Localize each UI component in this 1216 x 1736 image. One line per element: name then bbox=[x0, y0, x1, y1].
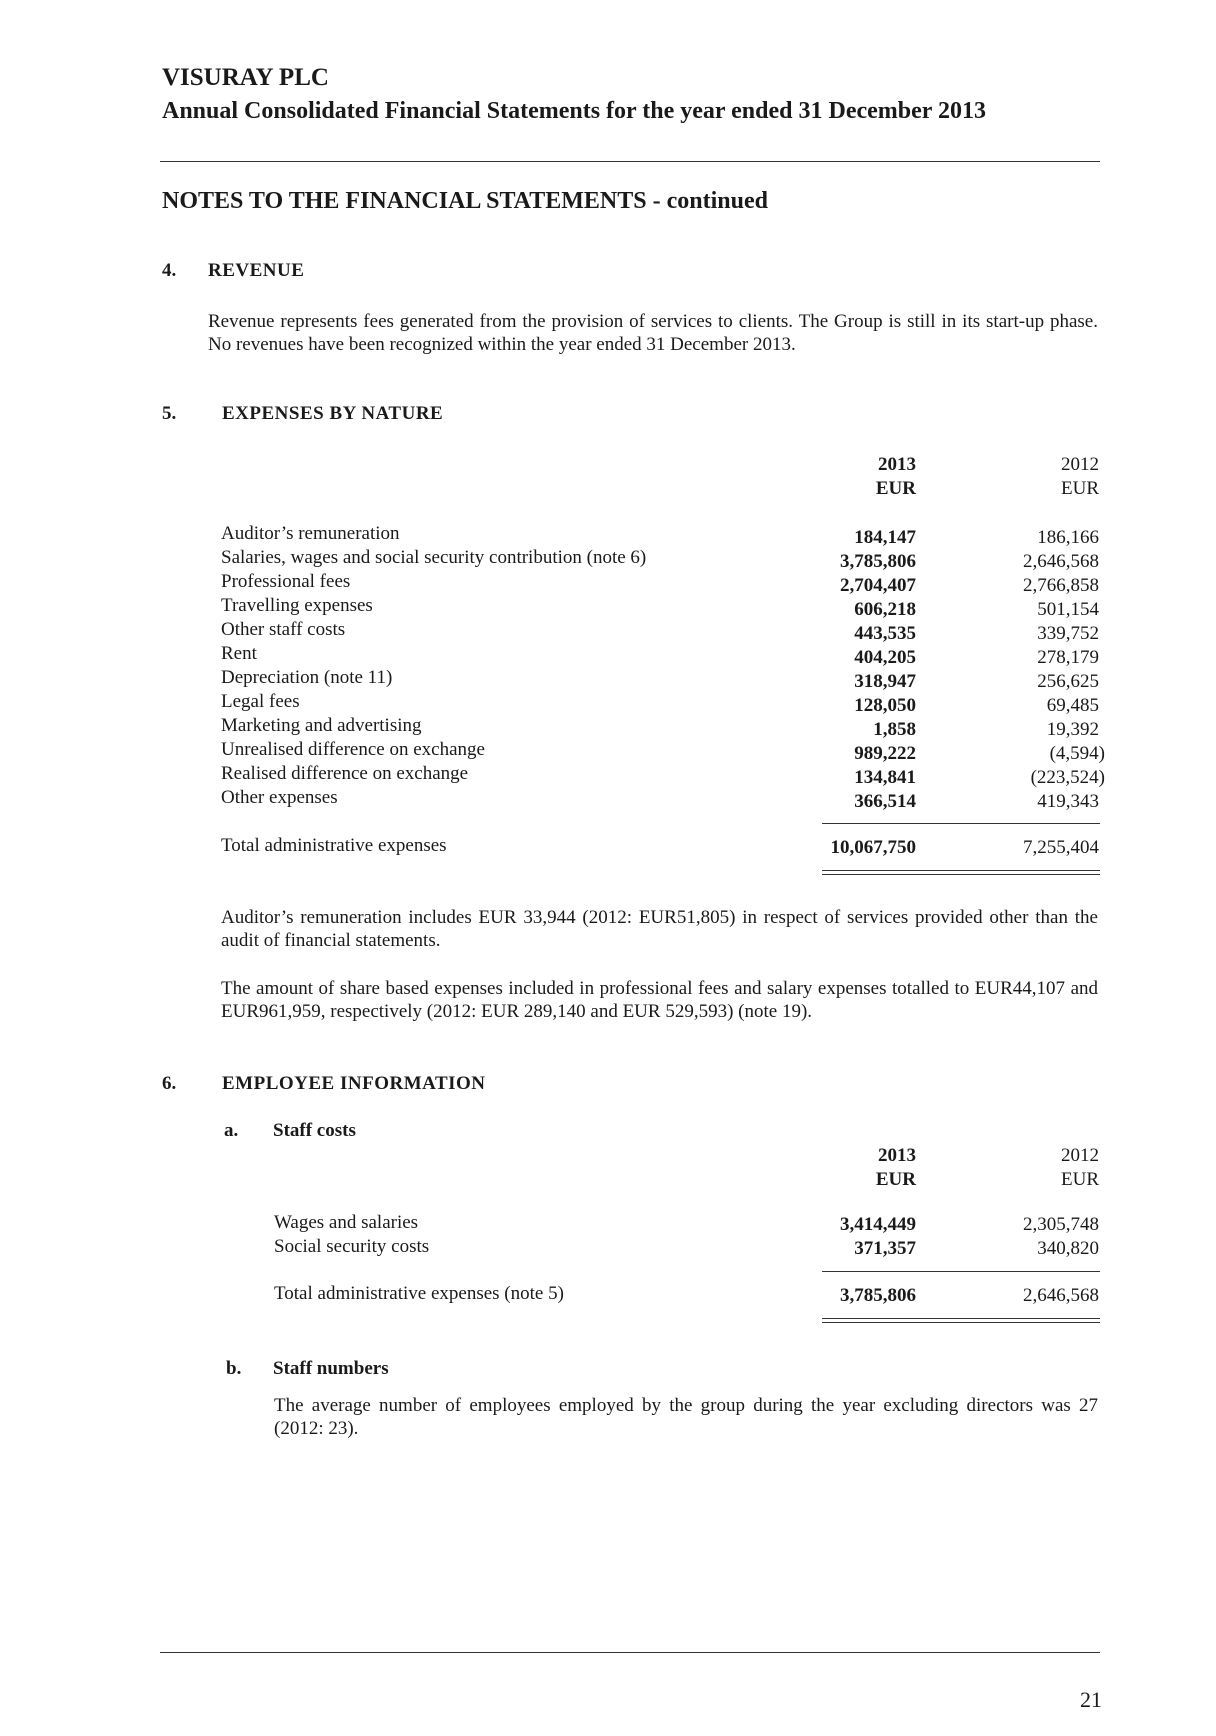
header-divider bbox=[160, 161, 1100, 162]
employee-section-number: 6. bbox=[162, 1073, 177, 1094]
expense-row-label: Rent bbox=[221, 643, 257, 664]
expense-row-label: Marketing and advertising bbox=[221, 715, 422, 736]
expense-row-2012: 278,179 bbox=[1037, 647, 1099, 668]
staff-row-2012: 340,820 bbox=[1037, 1238, 1099, 1259]
expenses-col-2013-year: 2013 bbox=[878, 454, 916, 475]
expense-row-label: Other expenses bbox=[221, 787, 338, 808]
document-subtitle: Annual Consolidated Financial Statements for the year ended 31 December 2013 bbox=[162, 98, 986, 124]
expense-row-label: Realised difference on exchange bbox=[221, 763, 469, 784]
expense-row-label: Travelling expenses bbox=[221, 595, 373, 616]
expense-row-2013: 2,704,407 bbox=[840, 575, 916, 596]
expenses-subtotal-line bbox=[822, 823, 1100, 824]
expense-row-2012: 19,392 bbox=[1046, 719, 1099, 740]
expense-row-label: Legal fees bbox=[221, 691, 300, 712]
expenses-total-double-line bbox=[822, 870, 1100, 875]
expenses-col-2013-currency: EUR bbox=[875, 478, 916, 499]
expense-row-label: Depreciation (note 11) bbox=[221, 667, 393, 688]
staff-costs-letter: a. bbox=[224, 1120, 239, 1141]
expense-row-2013: 3,785,806 bbox=[840, 551, 916, 572]
revenue-text: Revenue represents fees generated from the provision of services to clients. The Group is still in its start-up phase. No revenues have been recognized within the year ended 31 December 2013. bbox=[208, 311, 1098, 355]
expense-row-2012: 339,752 bbox=[1037, 623, 1099, 644]
staff-total-2013: 3,785,806 bbox=[840, 1285, 916, 1306]
expense-row-2013: 318,947 bbox=[854, 671, 916, 692]
staff-row-label: Social security costs bbox=[274, 1236, 430, 1257]
staff-subtotal-line bbox=[822, 1271, 1100, 1272]
expenses-total-label: Total administrative expenses bbox=[221, 835, 447, 856]
expense-row-2012: 186,166 bbox=[1037, 527, 1099, 548]
expense-row-2013: 443,535 bbox=[854, 623, 916, 644]
expenses-note-share-based: The amount of share based expenses included in professional fees and salary expenses totalled to EUR44,107 and EUR961,959, respectively (2012: EUR 289,140 and EUR 529,593) (note 19). bbox=[221, 978, 1098, 1022]
expenses-col-2012-currency: EUR bbox=[1061, 478, 1099, 499]
expense-row-2012: 69,485 bbox=[1046, 695, 1099, 716]
expense-row-2012: 2,646,568 bbox=[1023, 551, 1099, 572]
staff-col-2013-currency: EUR bbox=[875, 1169, 916, 1190]
staff-row-2013: 3,414,449 bbox=[840, 1214, 916, 1235]
expenses-col-2012-year: 2012 bbox=[1061, 454, 1099, 475]
expenses-section-title: EXPENSES BY NATURE bbox=[222, 403, 444, 424]
revenue-section-title: REVENUE bbox=[208, 260, 305, 281]
expense-row-label: Other staff costs bbox=[221, 619, 346, 640]
expense-row-2013: 606,218 bbox=[854, 599, 916, 620]
staff-col-2012-year: 2012 bbox=[1061, 1145, 1099, 1166]
expenses-total-2013: 10,067,750 bbox=[830, 837, 916, 858]
expenses-section-number: 5. bbox=[162, 403, 177, 424]
staff-row-2012: 2,305,748 bbox=[1023, 1214, 1099, 1235]
expense-row-label: Salaries, wages and social security contribution (note 6) bbox=[221, 547, 647, 568]
company-name: VISURAY PLC bbox=[162, 64, 329, 91]
expense-row-2012: 501,154 bbox=[1037, 599, 1099, 620]
expense-row-2012: 256,625 bbox=[1037, 671, 1099, 692]
expense-row-2013: 134,841 bbox=[854, 767, 916, 788]
expenses-note-auditor: Auditor’s remuneration includes EUR 33,944 (2012: EUR51,805) in respect of services provided other than the audit of financial statements. bbox=[221, 907, 1098, 951]
employee-section-title: EMPLOYEE INFORMATION bbox=[222, 1073, 486, 1094]
expenses-total-2012: 7,255,404 bbox=[1023, 837, 1099, 858]
expense-row-2012: (223,524) bbox=[1030, 767, 1105, 788]
expense-row-2012: 419,343 bbox=[1037, 791, 1099, 812]
expense-row-2013: 184,147 bbox=[854, 527, 916, 548]
expense-row-2012: (4,594) bbox=[1049, 743, 1105, 764]
revenue-section-number: 4. bbox=[162, 260, 177, 281]
staff-total-2012: 2,646,568 bbox=[1023, 1285, 1099, 1306]
staff-costs-title: Staff costs bbox=[273, 1120, 356, 1141]
staff-row-label: Wages and salaries bbox=[274, 1212, 419, 1233]
staff-col-2012-currency: EUR bbox=[1061, 1169, 1099, 1190]
expense-row-2013: 366,514 bbox=[854, 791, 916, 812]
staff-numbers-text: The average number of employees employed by the group during the year excluding directors was 27 (2012: 23). bbox=[274, 1395, 1098, 1439]
expense-row-2013: 404,205 bbox=[854, 647, 916, 668]
staff-total-label: Total administrative expenses (note 5) bbox=[274, 1283, 564, 1304]
staff-col-2013-year: 2013 bbox=[878, 1145, 916, 1166]
notes-title: NOTES TO THE FINANCIAL STATEMENTS - continued bbox=[162, 188, 768, 214]
expense-row-2013: 1,858 bbox=[873, 719, 916, 740]
expense-row-label: Professional fees bbox=[221, 571, 351, 592]
staff-total-double-line bbox=[822, 1318, 1100, 1323]
footer-divider bbox=[160, 1652, 1100, 1653]
page-number: 21 bbox=[1080, 1687, 1102, 1712]
staff-row-2013: 371,357 bbox=[854, 1238, 916, 1259]
expense-row-2012: 2,766,858 bbox=[1023, 575, 1099, 596]
expense-row-label: Unrealised difference on exchange bbox=[221, 739, 485, 760]
staff-numbers-letter: b. bbox=[226, 1358, 242, 1379]
expense-row-2013: 989,222 bbox=[854, 743, 916, 764]
expense-row-label: Auditor’s remuneration bbox=[221, 523, 400, 544]
expense-row-2013: 128,050 bbox=[854, 695, 916, 716]
staff-numbers-title: Staff numbers bbox=[273, 1358, 389, 1379]
